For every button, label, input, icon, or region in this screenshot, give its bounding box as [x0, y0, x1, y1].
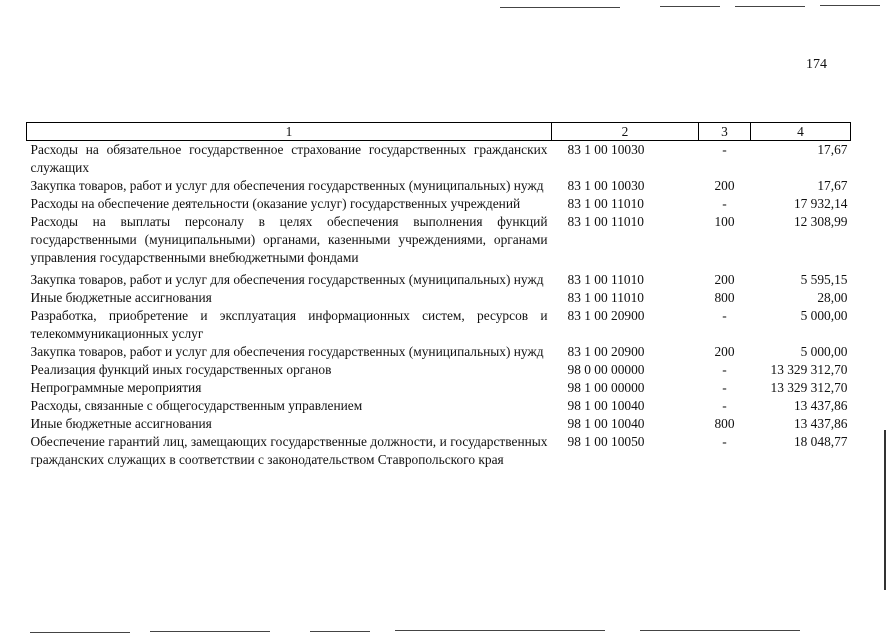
- scan-line-top: [660, 6, 720, 7]
- row-code: 83 1 00 11010: [567, 290, 644, 305]
- row-name: Расходы на выплаты персоналу в целях обеспечения выполнения функций государственными (муниципальными) органами, казенными учреждениями, органами управления государственными внебюджетными фондами: [30, 214, 548, 265]
- row-type: 200: [714, 178, 735, 193]
- table-row: [27, 213, 851, 271]
- row-type: -: [722, 142, 727, 157]
- row-amount: 18 048,77: [793, 434, 848, 449]
- row-amount: 13 329 312,70: [770, 362, 848, 377]
- row-type: -: [722, 362, 727, 377]
- row-type: -: [722, 308, 727, 323]
- row-amount: 28,00: [817, 290, 848, 305]
- scan-line-top: [735, 6, 805, 7]
- row-code: 83 1 00 10030: [567, 178, 645, 193]
- row-code: 98 1 00 10040: [567, 416, 645, 431]
- row-amount: 17 932,14: [793, 196, 848, 211]
- scan-line-bottom: [310, 631, 370, 632]
- row-code: 83 1 00 20900: [567, 308, 645, 323]
- table-row: [27, 361, 851, 379]
- page-number: 174: [806, 57, 827, 72]
- table-row: [27, 397, 851, 415]
- row-amount: 5 000,00: [800, 344, 848, 359]
- row-code: 98 1 00 00000: [567, 380, 645, 395]
- row-name: Разработка, приобретение и эксплуатация информационных систем, ресурсов и телекоммуникационных услуг: [30, 308, 548, 341]
- table-row: [27, 141, 851, 178]
- row-amount: 13 329 312,70: [770, 380, 848, 395]
- row-type: 800: [714, 290, 735, 305]
- column-header: 3: [699, 123, 751, 141]
- row-type: -: [722, 380, 727, 395]
- row-amount: 13 437,86: [793, 416, 848, 431]
- column-header: 2: [552, 123, 699, 141]
- row-type: -: [722, 434, 727, 449]
- row-name: Иные бюджетные ассигнования: [30, 290, 212, 305]
- row-code: 83 1 00 10030: [567, 142, 645, 157]
- row-code: 83 1 00 11010: [567, 272, 644, 287]
- table-row: [27, 433, 851, 469]
- table-header-row: [27, 123, 851, 141]
- table-row: [27, 379, 851, 397]
- table-row: [27, 343, 851, 361]
- column-header: 4: [751, 123, 851, 141]
- table-row: [27, 415, 851, 433]
- scan-line-bottom: [395, 630, 605, 631]
- scan-edge-right: [884, 430, 886, 590]
- scan-line-top: [500, 7, 620, 8]
- row-type: 200: [714, 272, 735, 287]
- row-name: Закупка товаров, работ и услуг для обеспечения государственных (муниципальных) нужд: [30, 178, 544, 193]
- scan-line-bottom: [30, 632, 130, 633]
- row-name: Непрограммные мероприятия: [30, 380, 202, 395]
- table-row: [27, 195, 851, 213]
- table-row: [27, 289, 851, 307]
- row-amount: 12 308,99: [793, 214, 848, 229]
- row-name: Расходы на обязательное государственное страхование государственных гражданских служащих: [30, 142, 548, 175]
- row-code: 98 1 00 10040: [567, 398, 645, 413]
- row-name: Закупка товаров, работ и услуг для обеспечения государственных (муниципальных) нужд: [30, 344, 544, 359]
- row-code: 83 1 00 11010: [567, 214, 644, 229]
- column-header: 1: [27, 123, 552, 141]
- budget-table: [26, 122, 851, 469]
- row-code: 83 1 00 11010: [567, 196, 644, 211]
- row-amount: 5 595,15: [800, 272, 848, 287]
- row-name: Закупка товаров, работ и услуг для обеспечения государственных (муниципальных) нужд: [30, 272, 544, 287]
- row-type: -: [722, 398, 727, 413]
- row-name: Иные бюджетные ассигнования: [30, 416, 212, 431]
- row-type: -: [722, 196, 727, 211]
- row-name: Расходы, связанные с общегосударственным управлением: [30, 398, 363, 413]
- row-amount: 13 437,86: [793, 398, 848, 413]
- scan-line-top: [820, 5, 880, 6]
- row-name: Реализация функций иных государственных органов: [30, 362, 332, 377]
- table-row: [27, 307, 851, 343]
- row-code: 98 0 00 00000: [567, 362, 645, 377]
- table-row: [27, 271, 851, 289]
- row-type: 800: [714, 416, 735, 431]
- scan-line-bottom: [150, 631, 270, 632]
- row-type: 100: [714, 214, 735, 229]
- row-code: 83 1 00 20900: [567, 344, 645, 359]
- row-name: Обеспечение гарантий лиц, замещающих государственные должности, и государственных гражданских служащих в соответствии с законодательством Ставропольского края: [30, 434, 548, 467]
- row-type: 200: [714, 344, 735, 359]
- table-row: [27, 177, 851, 195]
- row-amount: 5 000,00: [800, 308, 848, 323]
- row-amount: 17,67: [817, 142, 848, 157]
- row-code: 98 1 00 10050: [567, 434, 645, 449]
- scan-line-bottom: [640, 630, 800, 631]
- row-name: Расходы на обеспечение деятельности (оказание услуг) государственных учреждений: [30, 196, 521, 211]
- row-amount: 17,67: [817, 178, 848, 193]
